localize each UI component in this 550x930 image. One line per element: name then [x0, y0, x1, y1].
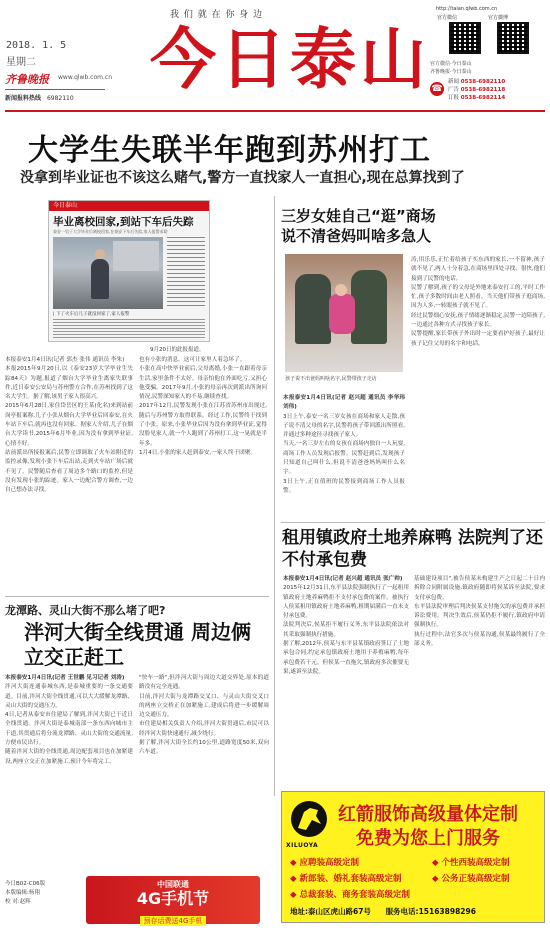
- ad-subhead: 免费为您上门服务: [356, 828, 500, 849]
- unicom-banner-main: 4G手机节: [136, 889, 210, 908]
- ad-phone: 15163898296: [418, 907, 476, 916]
- lead-photo-caption: 9月20日的此报报道。: [150, 347, 205, 353]
- tip-number: 6982110: [46, 95, 74, 102]
- unicom-banner-top: 中国联通: [157, 880, 189, 889]
- story4-col1: [5, 674, 133, 874]
- clip-sidebar-text: [167, 237, 205, 309]
- brand-logo-small: 齐鲁晚报: [5, 73, 49, 86]
- weibo-label: 官方微博: [488, 15, 509, 21]
- story3-col2: 基础建设项目",被告侯某未构建生产之日起二十日内拆除合同附属设施,镇政府随即将侯某诉至法院,要求支付承包费。 东平县法院审理后判决侯某支付拖欠的承包费并承担诉讼费用。判决生效后,侯某仍拒不履行,镇政府申请强制执行。 执行过程中,法官多次与侯某沟通,侯某最终履行了全部义务。: [414, 576, 545, 648]
- story2-headline: 三岁女娃自己“逛”商场 说不清爸妈叫啥多急人: [281, 207, 436, 245]
- wechat-label: 官方微信: [437, 15, 458, 21]
- story3-col1: [283, 575, 409, 785]
- story4-body: 泮河大街连通泰城东西,是泰城重要的一条交通要道。目前,泮河大街全线贯通,可以大大缓解龙潭路、灵山大街的交通压力。 4日,记者从泰安市住建局了解到,泮河大街已于近日全线贯通。泮河大街是泰城南部一条东西向城市主干道,其贯通后将分流龙潭路、灵山大街的交通流量,方便市民出行。 随着泮河大街的全线贯通,周边配套项目也在加紧建设,两座立交正在加紧施工,预计今年将完工。: [5, 684, 133, 765]
- clip-title: 毕业离校回家,到站下车后失踪: [53, 216, 194, 228]
- site-url[interactable]: www.qlwb.com.cn: [58, 74, 112, 81]
- story2-body-col2: 涛,用乐乐,正忙着给孩子买东西的家长,一不留神,孩子就不见了,两人十分着急,在商场里四处寻找。很快,他们接到了民警的电话。 民警了解到,孩子的父母是外地来泰安打工的,平时工作忙,孩子多数时间由老人照看。当天他们带孩子逛商场,因为人多,一转眼孩子就不见了。 经过民警细心安抚,孩子情绪逐渐稳定,民警一边陪孩子,一边通过各种方式寻找孩子家长。 民警提醒,家长带孩子外出时一定要看护好孩子,最好让孩子记住父母的名字和电话。: [411, 257, 545, 347]
- tip-line: [5, 93, 74, 102]
- unicom-banner[interactable]: [86, 876, 260, 924]
- lead-body-col1: 本报泰安1月4日讯(记者 郭杰 张伟 通讯员 李朱) 本报2015年9月20日,以《泰安23岁大学毕业生失踪84天》为题,报道了烟台大学毕业生离家失联事件,近日泰安公安局与苏州警方合作,在苏州找到了这名大学生。据了解,该男子家人很高兴。 2015年6月28日,家住岱岳区的王某(化名)来到站前岗亭报案称,儿子小张从烟台大学毕业后回泰安,在火车站下车后,就再也没有回家。据家人介绍,儿子在烟台大学读书,2015年6月毕业,因为没有拿到毕业证,心情不好。 站前派出所接报案后,民警立即调取了火车站附近的监控录像,发现小张下车后出站,走到火车站广场后就不见了。民警随后查看了周边多个路口的监控,但是没有发现小张的踪迹。家人一边配合警方调查,一边自己想办法寻找。: [5, 357, 133, 494]
- ad-item-1: ◆ 应聘装高级定制: [290, 858, 360, 868]
- ad-item-3: ◆ 新郎装、婚礼套装高级定制: [290, 874, 402, 884]
- clip-header: 今日泰山: [49, 201, 209, 211]
- story3-headline: 租用镇政府土地养麻鸭 法院判了还不付承包费: [282, 528, 543, 570]
- masthead-url[interactable]: http://taian.qlwb.com.cn: [436, 6, 498, 12]
- story2-byline: 本报泰安1月4日讯(记者 赵兴超 通讯员 李华玮 刘伟): [283, 395, 407, 411]
- clip-photo: [53, 237, 163, 309]
- hotline-ads: 广告 0538-6982118: [448, 87, 506, 93]
- hotline-box: [428, 78, 546, 104]
- story4-col2: "快车一路",但泮河大街与周边大道交界处,原本的道路没有完全连通。 目前,泮河大街与龙潭路交叉口、与灵山大街交叉口的两座立交桥正在加紧施工,建成后将进一步缓解周边交通压力。 市住建局相关负责人介绍,泮河大街贯通后,市民可以经泮河大街快速通行,减少绕行。 据了解,泮河大街全长约10公里,道路宽度50米,双向六车道。: [139, 675, 269, 756]
- story2-body: 3日上午,泰安一名三岁女孩在商场和家人走散,孩子说不清父母的名字,民警将孩子带回派出所照看,并通过多种途径寻找孩子家人。 当天,一名三岁左右的女孩在商场内独自一人玩耍,商场工作人员发现后报警。民警赶到后,发现孩子只知道自己叫什么,但说不清爸爸妈妈叫什么名字。 3日上午,正在值班的民警接到商场工作人员报警。: [283, 413, 405, 494]
- ad-item-2: ◆ 个性西装高级定制: [432, 858, 510, 868]
- lead-clip-image: [48, 200, 210, 342]
- weibo-qr-icon: [497, 22, 529, 54]
- ad-address: 泰山区虎山路67号: [308, 907, 371, 916]
- story2-byline-body: [283, 394, 405, 519]
- footer-info: 今日B02-C06版 本版编辑:杨翔 校 对:赵辉: [5, 881, 46, 905]
- lead-body-col2: 也有小张的消息。这可让家里人着急坏了。 小张在高中快毕业前后,父母离婚,小张一直跟着母亲生活,家里条件不太好。母亲怕他在外面吃亏,又担心他受骗。2017年9月,小张的母亲再次到派出所询问情况,民警深知家人的不易,继续查找。 2017年12月,民警发现小张在江苏省苏州市出现过,随后与苏州警方取得联系。经过工作,民警终于找到了小张。原来,小张毕业后因为没有拿到毕业证,觉得没脸见家人,就一个人跑到了苏州打工,这一晃就是半年多。 1月4日,小张的家人赶到泰安,一家人终于团聚。: [139, 357, 267, 456]
- ad-block[interactable]: [281, 791, 545, 923]
- hotline-news: 新闻 0538-6982110: [448, 79, 506, 85]
- service-line-1: 官方微信·今日泰山: [430, 61, 472, 67]
- ad-horse-icon: [288, 798, 330, 840]
- phone-icon: ☎: [431, 84, 443, 94]
- ad-headline: 红箭服饰高级量体定制: [338, 804, 518, 825]
- ad-item-4: ◆ 公务正装高级定制: [432, 874, 510, 884]
- ad-item-5: ◆ 总裁套装、商务套装高级定制: [290, 890, 411, 900]
- service-line-2: 齐鲁晚报·今日泰山: [430, 69, 472, 75]
- masthead-slogan: 我 们 就 在 你 身 边: [170, 10, 264, 20]
- tip-label: 新闻报料热线: [5, 95, 42, 102]
- story4-byline: 本报泰安1月4日讯(记者 王世鹏 见习记者 刘涛): [5, 675, 125, 681]
- story2-photo: [285, 254, 403, 372]
- issue-date: 2018. 1. 5: [6, 40, 67, 51]
- lead-headline: 大学生失联半年跑到苏州打工: [28, 133, 431, 168]
- clip-text: [53, 319, 205, 339]
- clip-sub: 泰安一男子大学毕业后离校回家,在泰安下车后失踪,家人报警求助: [53, 229, 168, 234]
- story2-caption: 孩子说不出爸妈叫啥名字,民警带孩子走访: [285, 376, 377, 382]
- story4-kicker: 龙潭路、灵山大街不那么堵了吧?: [5, 604, 166, 617]
- ad-footer: 地址:泰山区虎山路67号 服务电话:15163898296: [290, 907, 476, 916]
- lead-subhead: 没拿到毕业证也不该这么赌气,警方一直找家人一直担心,现在总算找到了: [20, 170, 465, 186]
- story3-body: 2015年12月31日,东平县法院强制执行了一起租用镇政府土地养麻鸭拒不支付承包费的案件。被执行人侯某租用镇政府土地养麻鸭,租期届满后一直未支付承包费。 法院判决后,侯某拒不履行义务,东平县法院依法对其采取强制执行措施。 据了解,2012年,侯某与东平县某镇政府签订了土地承包合同,约定承包镇政府土地用于养殖麻鸭,每年承包费若干元。但侯某一直拖欠,镇政府多次催要无果,遂诉至法院。: [283, 585, 409, 675]
- hotline-subscription: 订报 0538-6982114: [448, 95, 506, 101]
- unicom-banner-bottom: 预存话费送4G手机: [140, 916, 207, 926]
- story3-byline: 本报泰安1月4日讯(记者 赵兴超 通讯员 张广帅): [283, 576, 403, 582]
- wechat-qr-icon: [449, 22, 481, 54]
- newspaper-title: 今日泰山: [150, 20, 430, 98]
- clip-caption: | 下了火车后儿子就没回家了,家人报警: [53, 312, 130, 317]
- issue-weekday: 星期二: [6, 57, 36, 68]
- ad-brand: XILUOYA: [286, 842, 319, 849]
- story4-headline: 泮河大街全线贯通 周边俩立交正赶工: [24, 620, 251, 669]
